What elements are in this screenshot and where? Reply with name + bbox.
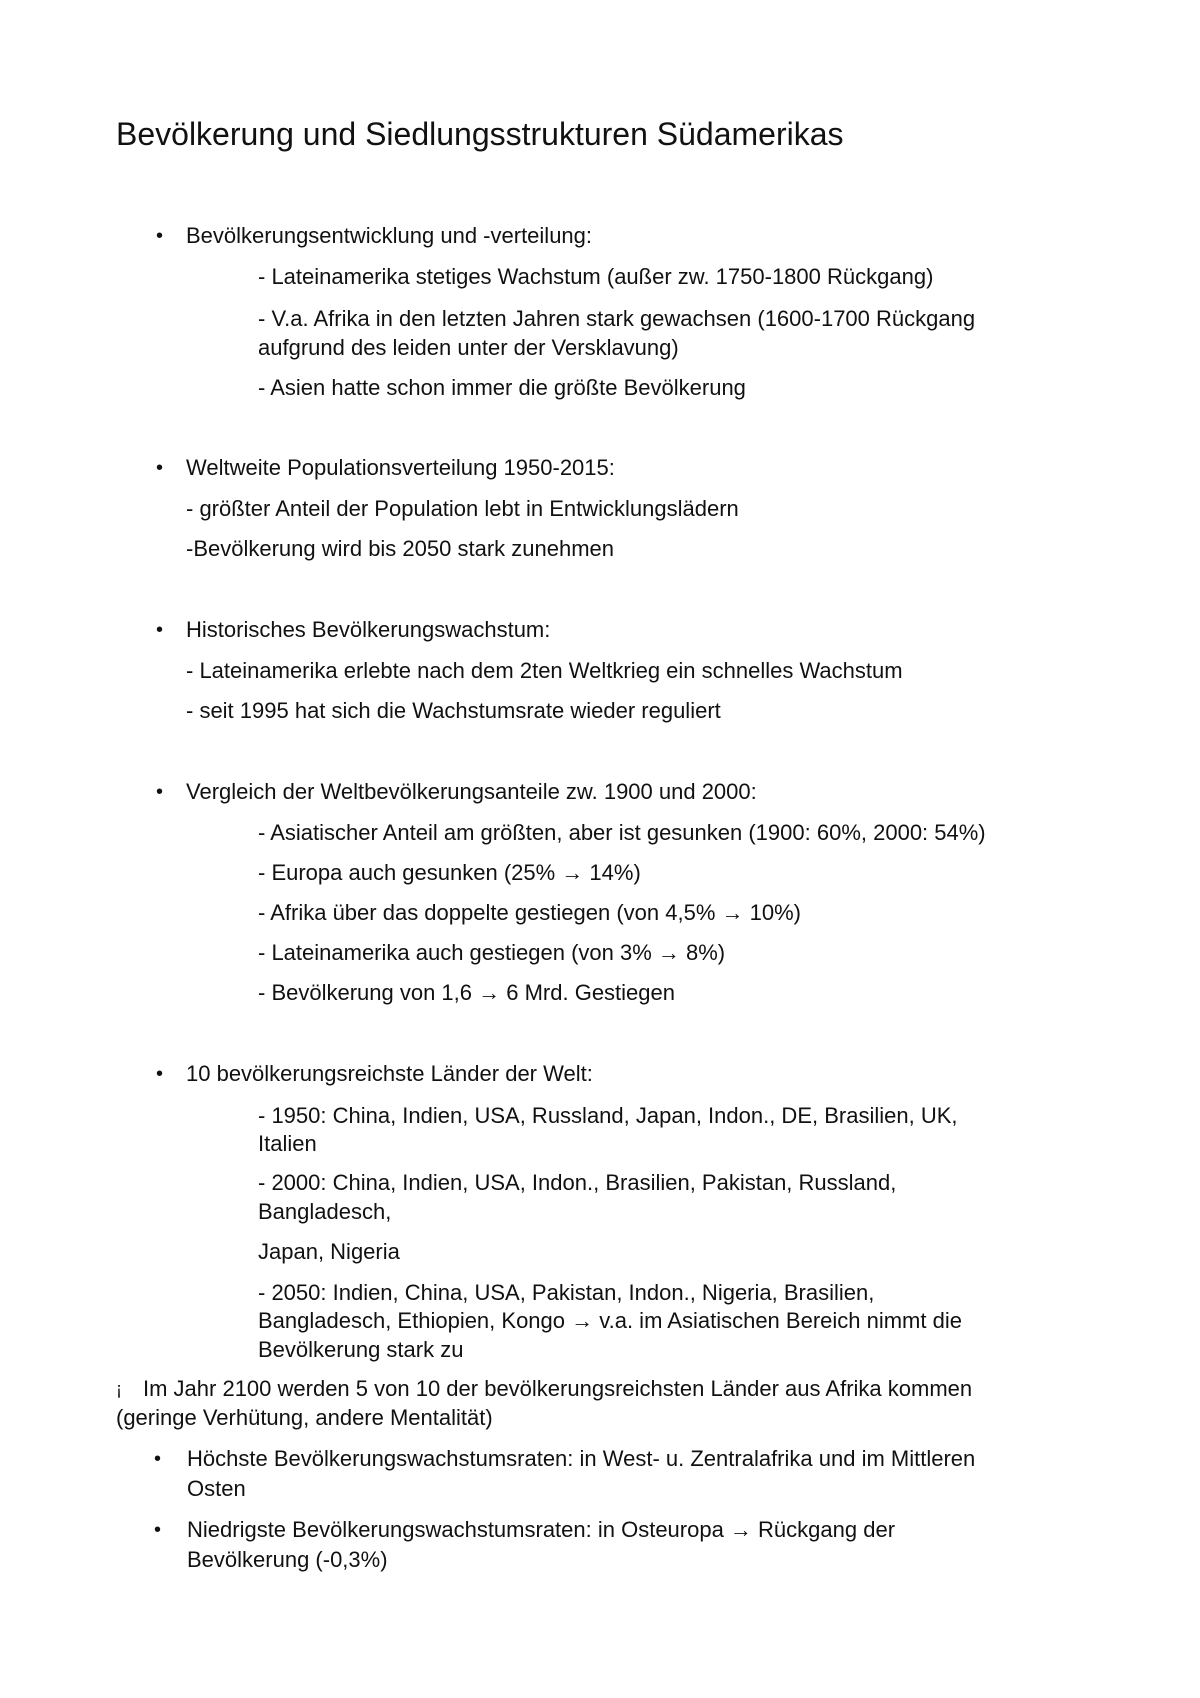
growth-rate-line: Osten [187,1476,246,1501]
section-heading: Vergleich der Weltbevölkerungsanteile zw. 1900 und 2000: [186,779,757,804]
note-marker: ¡ [116,1379,122,1399]
section-line: - 2050: Indien, China, USA, Pakistan, Indon., Nigeria, Brasilien, [258,1280,875,1305]
section-line: Japan, Nigeria [258,1239,400,1264]
note-line: Im Jahr 2100 werden 5 von 10 der bevölkerungsreichsten Länder aus Afrika kommen [143,1376,973,1401]
section-line: - Lateinamerika auch gestiegen (von 3% → 8%) [258,940,726,965]
section-line: -Bevölkerung wird bis 2050 stark zunehmen [186,536,615,561]
section-heading: Bevölkerungsentwicklung und -verteilung: [186,223,593,248]
section-line: - größter Anteil der Population lebt in Entwicklungslädern [186,496,739,521]
bullet: • [156,225,164,247]
section-line: - Europa auch gesunken (25% → 14%) [258,860,641,885]
section-line: - V.a. Afrika in den letzten Jahren stark gewachsen (1600-1700 Rückgang [258,306,976,331]
section-line: - seit 1995 hat sich die Wachstumsrate wieder reguliert [186,698,721,723]
growth-rate-line: Bevölkerung (-0,3%) [187,1547,388,1572]
section-line: Italien [258,1131,317,1156]
growth-rate-line: Niedrigste Bevölkerungswachstumsraten: in Osteuropa → Rückgang der [187,1517,896,1542]
section-heading: Historisches Bevölkerungswachstum: [186,617,551,642]
section-line: - Afrika über das doppelte gestiegen (von 4,5% → 10%) [258,900,801,925]
section-line: - 2000: China, Indien, USA, Indon., Brasilien, Pakistan, Russland, [258,1170,897,1195]
growth-rate-line: Höchste Bevölkerungswachstumsraten: in West- u. Zentralafrika und im Mittleren [187,1446,976,1471]
section-line: aufgrund des leiden unter der Versklavung) [258,335,679,360]
section-line: - Lateinamerika erlebte nach dem 2ten Weltkrieg ein schnelles Wachstum [186,658,903,683]
section-heading: 10 bevölkerungsreichste Länder der Welt: [186,1061,593,1086]
bullet: • [154,1448,162,1470]
section-heading: Weltweite Populationsverteilung 1950-2015: [186,455,615,480]
section-line: Bangladesch, [258,1199,392,1224]
bullet: • [156,1063,164,1085]
section-line: - Lateinamerika stetiges Wachstum (außer zw. 1750-1800 Rückgang) [258,264,934,289]
bullet: • [156,457,164,479]
section-line: - Asiatischer Anteil am größten, aber ist gesunken (1900: 60%, 2000: 54%) [258,820,986,845]
section-line: Bangladesch, Ethiopien, Kongo → v.a. im Asiatischen Bereich nimmt die [258,1308,962,1333]
page-title: Bevölkerung und Siedlungsstrukturen Südamerikas [116,116,844,152]
section-line: - 1950: China, Indien, USA, Russland, Japan, Indon., DE, Brasilien, UK, [258,1103,958,1128]
section-line: - Asien hatte schon immer die größte Bevölkerung [258,375,746,400]
section-line: - Bevölkerung von 1,6 → 6 Mrd. Gestiegen [258,980,675,1005]
bullet: • [156,619,164,641]
section-line: Bevölkerung stark zu [258,1337,464,1362]
bullet: • [154,1519,162,1541]
note-line: (geringe Verhütung, andere Mentalität) [116,1405,493,1430]
bullet: • [156,781,164,803]
